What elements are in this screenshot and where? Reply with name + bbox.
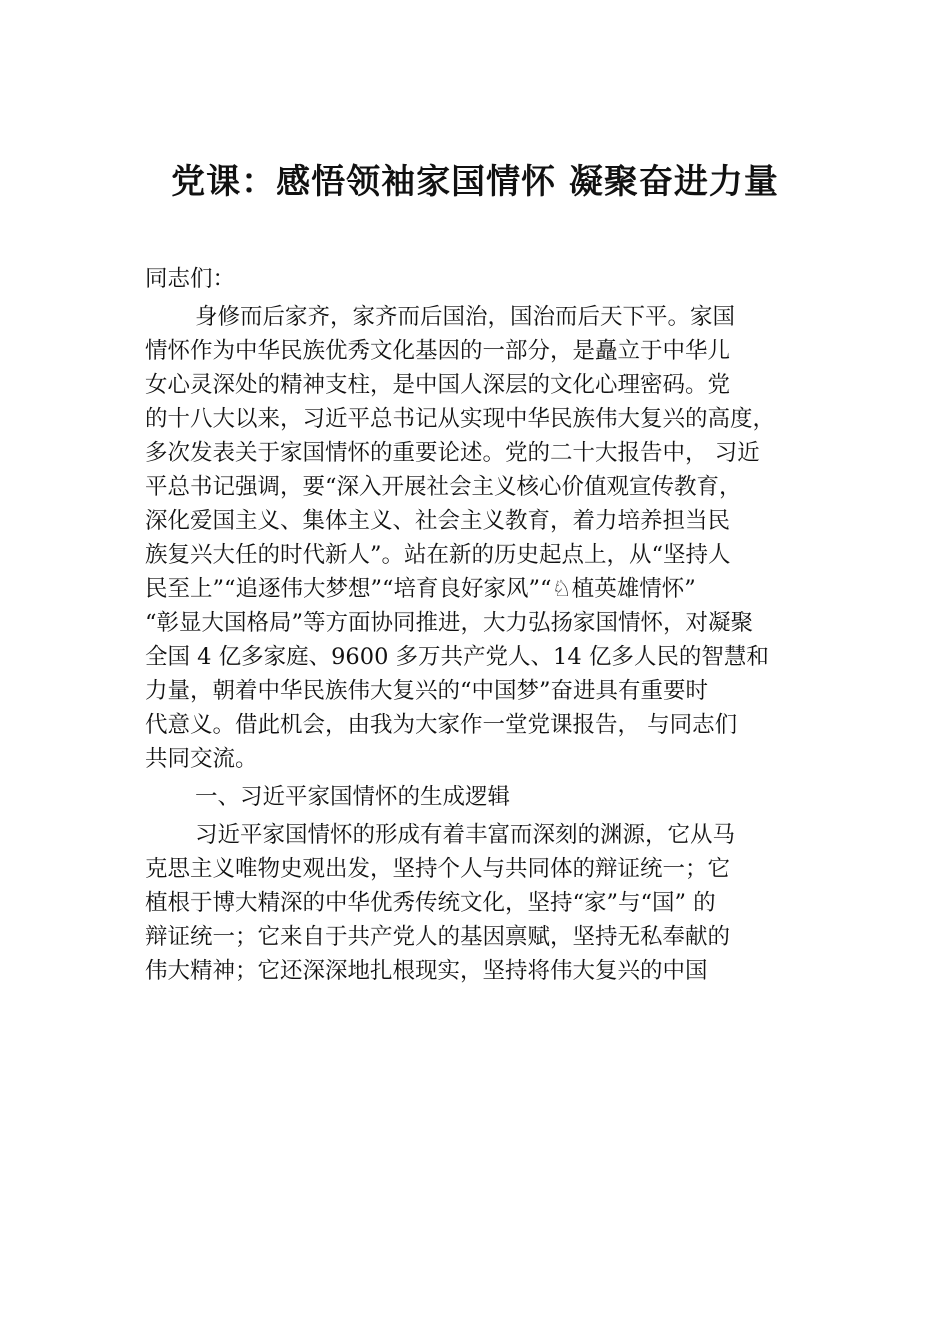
paragraph-line: 代意义。借此机会，由我为大家作一堂党课报告， 与同志们 xyxy=(145,712,738,738)
paragraph-line: 辩证统一；它来自于共产党人的基因禀赋，坚持无私奉献的 xyxy=(145,924,731,950)
paragraph-line: 平总书记强调，要“深入开展社会主义核心价值观宣传教育， xyxy=(145,474,742,500)
paragraph-line: 伟大精神；它还深深地扎根现实，坚持将伟大复兴的中国 xyxy=(145,958,708,984)
paragraph-line: 共同交流。 xyxy=(145,746,258,772)
paragraph-intro xyxy=(145,300,845,776)
paragraph-line: 克思主义唯物史观出发，坚持个人与共同体的辩证统一；它 xyxy=(145,856,731,882)
paragraph-line: 女心灵深处的精神支柱，是中国人深层的文化心理密码。党 xyxy=(145,372,731,398)
document-title: 党课：感悟领袖家国情怀 凝聚奋进力量 xyxy=(171,162,779,202)
paragraph-origin xyxy=(145,818,845,988)
paragraph-line: 植根于博大精深的中华优秀传统文化，坚持“家”与“国” 的 xyxy=(145,890,716,916)
salutation: 同志们： xyxy=(145,266,236,292)
paragraph-line: 全国 4 亿多家庭、9600 多万共产党人、14 亿多人民的智慧和 xyxy=(145,644,769,670)
paragraph-line: 情怀作为中华民族优秀文化基因的一部分，是矗立于中华儿 xyxy=(145,338,731,364)
section-heading-text: 一、习近平家国情怀的生成逻辑 xyxy=(195,784,511,810)
paragraph-line: “彰显大国格局”等方面协同推进，大力弘扬家国情怀，对凝聚 xyxy=(145,610,754,636)
paragraph-line: 多次发表关于家国情怀的重要论述。党的二十大报告中， 习近 xyxy=(145,440,760,466)
paragraph-line: 民至上”“追逐伟大梦想”“培育良好家风”“♘植英雄情怀” xyxy=(145,576,696,602)
paragraph-line: 深化爱国主义、集体主义、社会主义教育，着力培养担当民 xyxy=(145,508,731,534)
document-body xyxy=(145,262,845,988)
paragraph-line: 的十八大以来，习近平总书记从实现中华民族伟大复兴的高度， xyxy=(145,406,776,432)
paragraph-line: 力量，朝着中华民族伟大复兴的“中国梦”奋进具有重要时 xyxy=(145,678,709,704)
paragraph-line: 习近平家国情怀的形成有着丰富而深刻的渊源，它从马 xyxy=(195,822,736,848)
paragraph-line: 族复兴大任的时代新人”。站在新的历史起点上，从“坚持人 xyxy=(145,542,731,568)
paragraph-line: 身修而后家齐，家齐而后国治，国治而后天下平。家国 xyxy=(195,304,736,330)
section-heading xyxy=(145,780,845,814)
